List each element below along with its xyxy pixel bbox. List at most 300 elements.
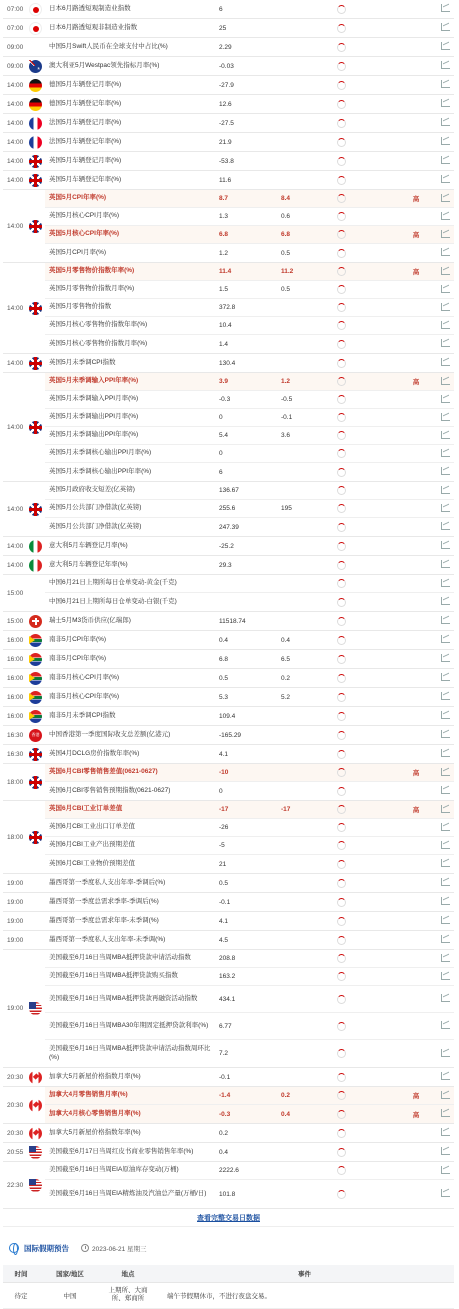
event-rows — [45, 95, 454, 113]
flag-cell — [26, 114, 45, 132]
chart-icon[interactable] — [441, 230, 450, 238]
table-row[interactable] — [45, 950, 454, 968]
table-row[interactable] — [45, 855, 454, 873]
actual-value-cell — [322, 898, 360, 907]
chart-icon[interactable] — [441, 579, 450, 587]
chart-icon[interactable] — [441, 841, 450, 849]
previous-value: 6 — [219, 5, 223, 13]
table-row[interactable] — [45, 76, 454, 94]
table-row[interactable] — [45, 931, 454, 949]
globe-icon — [9, 1243, 19, 1253]
table-row[interactable] — [45, 500, 454, 518]
chart-icon[interactable] — [441, 23, 450, 31]
table-row[interactable] — [45, 38, 454, 56]
previous-value: -17 — [219, 806, 229, 813]
chart-icon[interactable] — [441, 42, 450, 50]
chart-icon[interactable] — [441, 285, 450, 293]
chart-icon[interactable] — [441, 1147, 450, 1155]
forecast-value: 6.8 — [281, 231, 291, 238]
chart-cell — [436, 285, 454, 295]
chart-icon[interactable] — [441, 1049, 450, 1057]
actual-value-cell — [322, 542, 360, 551]
indicator-name: 德国5月车辆登记月率(%) — [49, 80, 122, 88]
table-row[interactable] — [45, 1124, 454, 1142]
flag-cell — [26, 726, 45, 744]
chart-cell — [436, 61, 454, 71]
flag-cell — [26, 650, 45, 668]
event-time: 09:00 — [7, 62, 24, 70]
event-group — [3, 874, 454, 893]
table-row[interactable] — [45, 299, 454, 317]
event-rows — [45, 1162, 454, 1208]
chart-icon[interactable] — [441, 560, 450, 568]
previous-value: 4.1 — [219, 750, 229, 758]
table-row[interactable] — [45, 133, 454, 151]
actual-value-cell — [322, 860, 360, 869]
chart-icon[interactable] — [441, 897, 450, 905]
table-row[interactable] — [45, 1087, 454, 1105]
view-full-data-link[interactable]: 查看完整交易日数据 — [197, 1214, 260, 1222]
indicator-name: 英国6月CBI工业订单差值 — [49, 805, 123, 813]
actual-value-cell — [322, 1110, 360, 1119]
chart-icon[interactable] — [441, 673, 450, 681]
chart-icon[interactable] — [441, 339, 450, 347]
loading-spinner-icon — [337, 1148, 346, 1157]
previous-value: 2222.6 — [219, 1167, 239, 1174]
chart-icon[interactable] — [441, 118, 450, 126]
flag-cell — [26, 95, 45, 113]
indicator-name: 南非5月核心CPI年率(%) — [49, 692, 120, 700]
previous-value: -10 — [219, 769, 229, 776]
event-group — [3, 152, 454, 171]
chart-icon[interactable] — [441, 994, 450, 1002]
previous-value: 10.4 — [219, 322, 232, 329]
flag-cell — [26, 1143, 45, 1161]
table-row[interactable] — [45, 631, 454, 649]
actual-value-cell — [322, 617, 360, 626]
chart-cell — [436, 99, 454, 109]
chart-icon[interactable] — [441, 267, 450, 275]
previous-value: 130.4 — [219, 359, 236, 367]
previous-value: 0.4 — [219, 636, 229, 644]
chart-cell — [436, 413, 454, 423]
table-row[interactable] — [45, 354, 454, 372]
forecast-value: -0.5 — [281, 396, 293, 403]
canada-flag-icon — [29, 1127, 42, 1140]
event-group — [3, 669, 454, 688]
chart-icon[interactable] — [441, 654, 450, 662]
table-row[interactable] — [45, 912, 454, 930]
chart-icon[interactable] — [441, 1166, 450, 1174]
indicator-name: 英国5月核心CPI月率(%) — [49, 212, 120, 220]
table-row[interactable] — [45, 669, 454, 687]
table-row[interactable] — [45, 986, 454, 1013]
previous-value: -0.3 — [219, 396, 231, 403]
event-time: 20:30 — [7, 1129, 24, 1137]
chart-icon[interactable] — [441, 467, 450, 475]
table-row[interactable] — [45, 874, 454, 892]
loading-spinner-icon — [337, 898, 346, 907]
chart-icon[interactable] — [441, 859, 450, 867]
table-row[interactable] — [45, 1013, 454, 1040]
indicator-name: 英国5月零售物价指数 — [49, 303, 112, 311]
chart-icon[interactable] — [441, 137, 450, 145]
flag-cell — [26, 133, 45, 151]
table-row[interactable] — [45, 650, 454, 668]
event-time: 14:00 — [7, 542, 24, 550]
previous-value: 0.5 — [219, 674, 229, 682]
table-row[interactable] — [45, 837, 454, 855]
event-group — [3, 707, 454, 726]
event-group — [3, 114, 454, 133]
event-group — [3, 0, 454, 19]
germany-flag-icon — [29, 79, 42, 92]
france-flag-icon — [29, 136, 42, 149]
chart-cell — [436, 711, 454, 721]
actual-value-cell — [322, 674, 360, 683]
importance-label: 高 — [412, 269, 420, 276]
loading-spinner-icon — [337, 879, 346, 888]
event-rows — [45, 726, 454, 744]
table-row[interactable] — [45, 782, 454, 800]
event-rows — [45, 0, 454, 18]
table-row[interactable] — [45, 373, 454, 391]
event-rows — [45, 612, 454, 630]
chart-cell — [436, 616, 454, 626]
table-row[interactable] — [45, 612, 454, 630]
japan-flag-icon — [29, 22, 42, 35]
forecast-value: 6.5 — [281, 655, 291, 663]
chart-icon[interactable] — [441, 413, 450, 421]
previous-value: -53.8 — [219, 157, 234, 165]
south-africa-flag-icon — [29, 653, 42, 666]
chart-cell — [436, 692, 454, 702]
chart-icon[interactable] — [441, 321, 450, 329]
table-row[interactable] — [45, 427, 454, 445]
loading-spinner-icon — [337, 340, 346, 349]
actual-value-cell — [322, 787, 360, 796]
uk-flag-icon — [29, 421, 42, 434]
forecast-value: 8.4 — [281, 195, 291, 202]
table-row[interactable] — [45, 335, 454, 353]
event-time: 16:30 — [7, 731, 24, 739]
indicator-name: 美国截至6月16日当周EIA精炼油及汽油总产量(万桶/日) — [49, 1189, 207, 1197]
table-row[interactable] — [45, 726, 454, 744]
table-row[interactable] — [45, 1040, 454, 1067]
event-group — [3, 801, 454, 874]
event-rows — [45, 950, 454, 1067]
chart-icon[interactable] — [441, 749, 450, 757]
chart-icon[interactable] — [441, 194, 450, 202]
chart-icon[interactable] — [441, 4, 450, 12]
table-row[interactable] — [45, 190, 454, 208]
chart-icon[interactable] — [441, 1109, 450, 1117]
chart-cell — [436, 1128, 454, 1138]
table-row[interactable] — [45, 1068, 454, 1086]
indicator-name: 南非5月核心CPI月率(%) — [49, 673, 120, 681]
table-row[interactable] — [45, 95, 454, 113]
indicator-name: 加拿大5月新屋价格指数月率(%) — [49, 1072, 141, 1080]
header-event: 事件 — [155, 1265, 454, 1282]
chart-icon[interactable] — [441, 80, 450, 88]
event-group — [3, 1162, 454, 1209]
loading-spinner-icon — [337, 413, 346, 422]
flag-cell — [26, 950, 45, 1067]
table-row[interactable] — [45, 171, 454, 189]
loading-spinner-icon — [337, 823, 346, 832]
chart-icon[interactable] — [441, 805, 450, 813]
importance-label: 高 — [412, 770, 420, 777]
indicator-name: 日本6月路透短观非制造业指数 — [49, 23, 138, 31]
chart-cell — [436, 321, 454, 331]
event-time: 15:00 — [7, 589, 24, 597]
chart-icon[interactable] — [441, 1128, 450, 1136]
chart-icon[interactable] — [441, 431, 450, 439]
table-row[interactable] — [45, 482, 454, 500]
indicator-name: 英国6月CBI零售销售差值(0621-0627) — [49, 768, 158, 776]
chart-icon[interactable] — [441, 358, 450, 366]
indicator-name: 中国5月Swift人民币在全球支付中占比(%) — [49, 42, 168, 50]
chart-icon[interactable] — [441, 1021, 450, 1029]
table-row[interactable] — [45, 152, 454, 170]
table-row[interactable] — [45, 1180, 454, 1208]
chart-cell — [436, 1072, 454, 1082]
event-group — [3, 931, 454, 950]
chart-cell — [436, 749, 454, 759]
table-row[interactable] — [45, 819, 454, 837]
table-row[interactable] — [45, 575, 454, 593]
table-row[interactable] — [45, 593, 454, 611]
chart-icon[interactable] — [441, 504, 450, 512]
table-row[interactable] — [45, 19, 454, 37]
event-rows — [45, 171, 454, 189]
actual-value-cell — [322, 879, 360, 888]
actual-value-cell — [322, 636, 360, 645]
actual-value-cell — [322, 230, 360, 239]
chart-icon[interactable] — [441, 935, 450, 943]
table-row[interactable] — [45, 263, 454, 281]
chart-icon[interactable] — [441, 99, 450, 107]
table-row[interactable] — [45, 1143, 454, 1161]
table-row[interactable] — [45, 463, 454, 481]
flag-cell — [26, 1162, 45, 1208]
table-row[interactable] — [45, 537, 454, 555]
actual-value-cell — [322, 5, 360, 14]
flag-cell — [26, 745, 45, 763]
chart-cell — [436, 522, 454, 532]
chart-cell — [436, 597, 454, 607]
chart-cell — [436, 823, 454, 833]
chart-icon[interactable] — [441, 730, 450, 738]
event-rows — [45, 1143, 454, 1161]
chart-icon[interactable] — [441, 61, 450, 69]
chart-icon[interactable] — [441, 635, 450, 643]
table-row[interactable] — [45, 57, 454, 75]
table-row[interactable] — [45, 556, 454, 574]
table-row[interactable] — [45, 244, 454, 262]
table-row[interactable] — [45, 745, 454, 763]
chart-icon[interactable] — [441, 395, 450, 403]
flag-cell — [26, 373, 45, 481]
event-group — [3, 612, 454, 631]
usa-flag-icon — [29, 1002, 42, 1015]
chart-icon[interactable] — [441, 449, 450, 457]
flag-cell — [26, 631, 45, 649]
chart-icon[interactable] — [441, 212, 450, 220]
indicator-name: 英国5月CPI年率(%) — [49, 194, 107, 202]
table-row[interactable] — [45, 317, 454, 335]
actual-value-cell — [322, 395, 360, 404]
actual-value-cell — [322, 62, 360, 71]
flag-cell — [26, 76, 45, 94]
table-row[interactable] — [45, 391, 454, 409]
forecast-value: 195 — [281, 505, 292, 512]
table-row[interactable] — [45, 707, 454, 725]
chart-icon[interactable] — [441, 486, 450, 494]
indicator-name: 英国5月核心CPI年率(%) — [49, 230, 120, 238]
event-rows — [45, 1087, 454, 1123]
indicator-name: 墨西哥第一季度总需求年率-未季调(%) — [49, 916, 159, 924]
previous-value: 29.3 — [219, 561, 232, 569]
chart-icon[interactable] — [441, 377, 450, 385]
previous-value: 5.3 — [219, 693, 229, 701]
previous-value: 0 — [219, 450, 223, 457]
indicator-name: 英国5月未季调核心输出PPI年率(%) — [49, 467, 152, 475]
chart-icon[interactable] — [441, 786, 450, 794]
table-row[interactable] — [45, 281, 454, 299]
actual-value-cell — [322, 194, 360, 203]
chart-cell — [436, 654, 454, 664]
actual-value-cell — [322, 1022, 360, 1031]
chart-icon[interactable] — [441, 175, 450, 183]
chart-cell — [436, 156, 454, 166]
chart-icon[interactable] — [441, 156, 450, 164]
chart-icon[interactable] — [441, 972, 450, 980]
actual-value-cell — [322, 157, 360, 166]
chart-icon[interactable] — [441, 541, 450, 549]
table-row[interactable] — [45, 226, 454, 244]
indicator-name: 英国5月未季调CPI指数 — [49, 358, 116, 366]
table-row[interactable] — [45, 688, 454, 706]
previous-value: -165.29 — [219, 731, 242, 739]
chart-cell — [436, 42, 454, 52]
chart-icon[interactable] — [441, 1189, 450, 1197]
event-group — [3, 631, 454, 650]
chart-icon[interactable] — [441, 522, 450, 530]
flag-cell — [26, 874, 45, 892]
flag-cell — [26, 575, 45, 611]
table-row[interactable] — [45, 893, 454, 911]
event-time: 16:00 — [7, 636, 24, 644]
table-row[interactable] — [45, 1162, 454, 1180]
chart-icon[interactable] — [441, 616, 450, 624]
chart-cell — [436, 954, 454, 964]
indicator-name: 英国6月CBI工业产出预期差值 — [49, 841, 135, 849]
loading-spinner-icon — [337, 176, 346, 185]
loading-spinner-icon — [337, 24, 346, 33]
chart-cell — [436, 137, 454, 147]
indicator-name: 美国截至6月17日当周红皮书商业零售销售年率(%) — [49, 1147, 194, 1155]
chart-icon[interactable] — [441, 1091, 450, 1099]
chart-icon[interactable] — [441, 823, 450, 831]
table-row[interactable] — [45, 208, 454, 226]
table-row[interactable] — [45, 445, 454, 463]
table-row[interactable] — [45, 801, 454, 819]
chart-icon[interactable] — [441, 1072, 450, 1080]
indicator-name: 中国6月21日上期所每日仓单变动-黄金(千克) — [49, 579, 177, 587]
indicator-name: 澳大利亚5月Westpac领先指标月率(%) — [49, 61, 160, 69]
table-row[interactable] — [45, 518, 454, 536]
chart-icon[interactable] — [441, 711, 450, 719]
event-rows — [45, 631, 454, 649]
chart-cell — [436, 805, 454, 815]
importance-label: 高 — [412, 1111, 420, 1119]
chart-cell — [436, 1189, 454, 1199]
indicator-name: 英国5月核心零售物价指数年率(%) — [49, 321, 148, 329]
chart-icon[interactable] — [441, 878, 450, 886]
chart-icon[interactable] — [441, 597, 450, 605]
actual-value-cell — [322, 100, 360, 109]
event-time: 14:00 — [7, 119, 24, 127]
south-africa-flag-icon — [29, 691, 42, 704]
table-row[interactable] — [45, 0, 454, 18]
chart-icon[interactable] — [441, 768, 450, 776]
importance-label: 高 — [412, 232, 420, 239]
chart-icon[interactable] — [441, 954, 450, 962]
loading-spinner-icon — [337, 194, 346, 203]
hong-kong-flag-icon — [29, 729, 42, 742]
table-row[interactable] — [45, 764, 454, 782]
chart-icon[interactable] — [441, 248, 450, 256]
loading-spinner-icon — [337, 936, 346, 945]
chart-icon[interactable] — [441, 916, 450, 924]
loading-spinner-icon — [337, 1190, 346, 1199]
previous-value: 6.8 — [219, 231, 229, 238]
previous-value: 11518.74 — [219, 617, 246, 625]
chart-icon[interactable] — [441, 692, 450, 700]
chart-cell — [436, 303, 454, 313]
indicator-name: 南非5月CPI年率(%) — [49, 635, 107, 643]
previous-value: 109.4 — [219, 712, 236, 720]
table-row[interactable] — [45, 1105, 454, 1123]
event-group — [3, 726, 454, 745]
loading-spinner-icon — [337, 5, 346, 14]
chart-cell — [436, 486, 454, 496]
previous-value: 6.8 — [219, 655, 229, 663]
indicator-name: 英国6月CBI零售销售预期指数(0621-0627) — [49, 786, 171, 794]
event-group — [3, 354, 454, 373]
actual-value-cell — [322, 523, 360, 532]
previous-value: -27.5 — [219, 119, 234, 127]
table-row[interactable] — [45, 114, 454, 132]
loading-spinner-icon — [337, 750, 346, 759]
table-row[interactable] — [45, 409, 454, 427]
event-rows — [45, 874, 454, 892]
event-time: 14:00 — [7, 138, 24, 146]
actual-value-cell — [322, 81, 360, 90]
event-rows — [45, 1124, 454, 1142]
previous-value: 4.1 — [219, 917, 229, 925]
chart-cell — [436, 841, 454, 851]
table-row[interactable] — [45, 968, 454, 986]
event-group — [3, 950, 454, 1068]
holiday-table — [3, 1265, 454, 1309]
event-time: 16:00 — [7, 693, 24, 701]
actual-value-cell — [322, 119, 360, 128]
event-time: 18:00 — [7, 778, 24, 786]
chart-icon[interactable] — [441, 303, 450, 311]
loading-spinner-icon — [337, 598, 346, 607]
